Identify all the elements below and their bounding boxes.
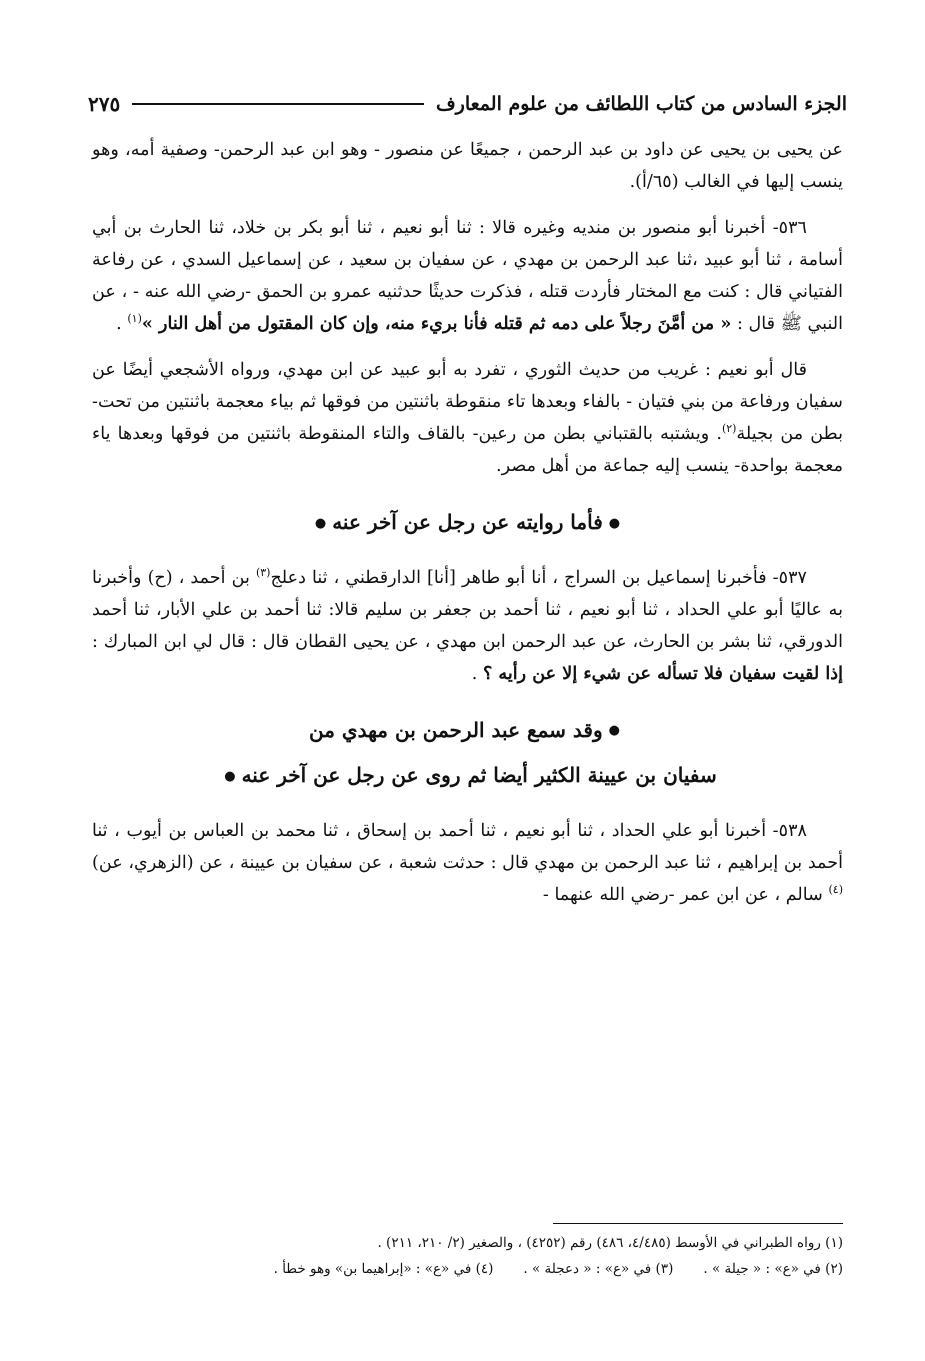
hadith-536-matn: « من أمَّنَ رجلاً على دمه ثم قتله فأنا بريء منه، وإن كان المقتول من أهل النار » bbox=[141, 313, 732, 334]
hadith-536-isnad: ٥٣٦- أخبرنا أبو منصور بن منديه وغيره قالا : ثنا أبو نعيم ، ثنا أبو بكر بن خلاد، ثنا الحارث بن أبي أسامة ، ثنا أبو عبيد ،ثنا عبد الرحمن بن مهدي ، عن سفيان بن سعيد ، عن إسماعيل السدي ، عن رفاعة الفتياني قال : كنت مع المختار فأردت قتله ، فذكرت حديثًا حدثنيه عمرو بن الحمق -رضي الله عنه - ، عن النبي ﷺ قال : bbox=[92, 218, 843, 334]
page-header bbox=[88, 86, 847, 122]
section-heading-2 bbox=[92, 708, 843, 799]
hadith-537-a: ٥٣٧- فأخبرنا إسماعيل بن السراج ، أنا أبو طاهر [أنا] الدارقطني ، ثنا دعلج bbox=[270, 567, 807, 588]
section-heading-2-line1 bbox=[92, 708, 843, 754]
page-number: ٢٧٥ bbox=[88, 92, 121, 116]
body-text bbox=[92, 134, 843, 925]
footnote-ref-3: (٣) bbox=[255, 565, 271, 579]
paragraph-continuation: عن يحيى بن يحيى عن داود بن عبد الرحمن ، جميعًا عن منصور - وهو ابن عبد الرحمن- وصفية أمه، وهو ينسب إليها في الغالب (٦٥/أ). bbox=[92, 140, 843, 192]
header-rule bbox=[132, 103, 424, 105]
commentary-text: قال أبو نعيم : غريب من حديث الثوري ، تفرد به أبو عبيد عن ابن مهدي، ورواه الأشجعي أيضًا عن سفيان ورفاعة من بني فتيان - بالفاء وبعدها تاء منقوطة باثنتين من فوقها ثم بياء معجمة باثنتين من تحت- بطن من بجيلة bbox=[92, 360, 843, 444]
running-title: الجزء السادس من كتاب اللطائف من علوم المعارف bbox=[435, 93, 847, 115]
footnote-ref-2: (٢) bbox=[721, 422, 737, 436]
hadith-537 bbox=[92, 562, 843, 690]
footnotes bbox=[92, 1223, 843, 1282]
hadith-537-quote: إذا لقيت سفيان فلا تسأله عن شيء إلا عن رأيه ؟ bbox=[482, 662, 843, 684]
commentary-paragraph bbox=[92, 354, 843, 482]
section-heading-2-line2 bbox=[92, 753, 843, 799]
hadith-538 bbox=[92, 815, 843, 911]
section-heading-1-text: فأما روايته عن رجل عن آخر عنه bbox=[332, 510, 603, 534]
hadith-538-a: ٥٣٨- أخبرنا أبو علي الحداد ، ثنا أبو نعيم ، ثنا أحمد بن إسحاق ، ثنا محمد بن العباس بن أيوب ، ثنا أحمد بن إبراهيم ، ثنا عبد الرحمن بن مهدي قال : حدثت شعبة ، عن سفيان بن عيينة ، عن (الزهري، عن) bbox=[92, 820, 843, 873]
commentary-rest: . ويشتبه بالقتباني بطن من رعين- بالقاف والتاء المنقوطة باثنتين من فوقها وبعدها ياء معجمة بواحدة- ينسب إليه جماعة من أهل مصر. bbox=[92, 424, 843, 476]
bullet-icon: ● bbox=[608, 723, 620, 738]
section-heading-2-line2-text: سفيان بن عيينة الكثير أيضا ثم روى عن رجل عن آخر عنه bbox=[241, 763, 717, 787]
footnote-4: (٤) في «ع» : «إبراهيما بن» وهو خطأ . bbox=[273, 1261, 494, 1277]
bullet-icon: ● bbox=[224, 768, 236, 784]
footnote-rule bbox=[553, 1223, 843, 1224]
section-heading-2-line1-text: وقد سمع عبد الرحمن بن مهدي من bbox=[309, 717, 603, 742]
footnote-ref-4: (٤) bbox=[828, 882, 843, 896]
hadith-536 bbox=[92, 212, 843, 340]
footnote-line-2 bbox=[92, 1256, 843, 1282]
hadith-536-end: . bbox=[116, 314, 128, 334]
bullet-icon: ● bbox=[314, 515, 327, 531]
footnote-ref-1: (١) bbox=[127, 312, 142, 326]
hadith-537-end: . bbox=[471, 663, 483, 684]
section-heading-1 bbox=[92, 500, 843, 546]
footnote-1: (١) رواه الطبراني في الأوسط (٤/٤٨٥، ٤٨٦) رقم (٤٢٥٢) ، والصغير (٢/ ٢١٠، ٢١١) . bbox=[377, 1235, 843, 1251]
hadith-538-b: سالم ، عن ابن عمر -رضي الله عنهما - bbox=[542, 884, 829, 905]
footnote-3: (٣) في «ع» : « دعجلة » . bbox=[523, 1261, 674, 1277]
hadith-537-b: بن أحمد ، (ح) وأخبرنا به عاليًا أبو علي الحداد ، ثنا أبو نعيم ، ثنا أحمد بن جعفر بن سليم قالا: ثنا أحمد بن علي الأبار، ثنا أحمد الدورقي، ثنا بشر بن الحارث، عن عبد الرحمن ابن مهدي ، عن يحيى القطان قال : قال لي ابن المبارك : bbox=[92, 567, 843, 652]
footnote-2: (٢) في «ع» : « جيلة » . bbox=[703, 1261, 843, 1277]
bullet-icon: ● bbox=[608, 515, 621, 531]
